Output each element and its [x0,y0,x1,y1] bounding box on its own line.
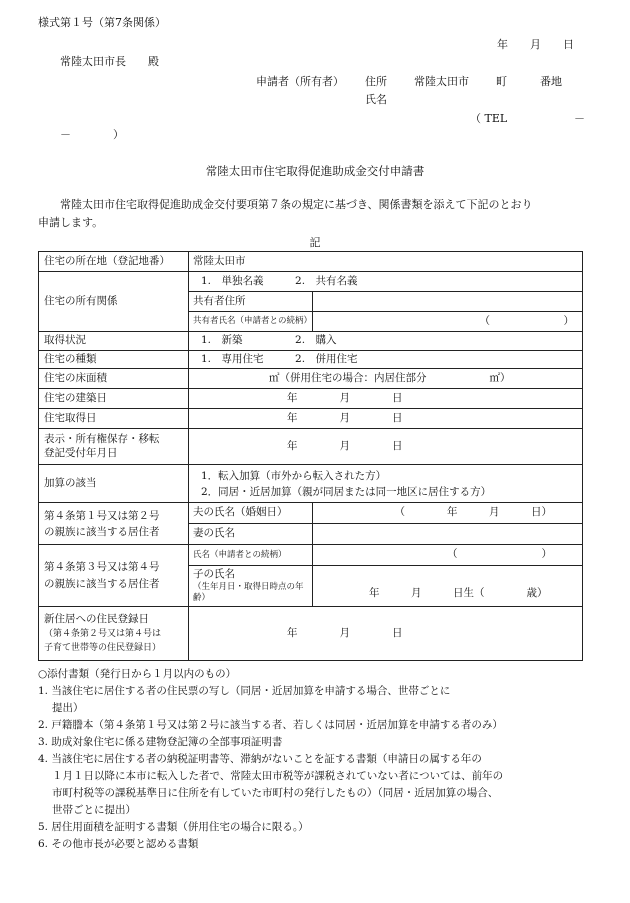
art4-3-label-line-1: 第４条第３号又は第４号 [44,561,160,574]
date-line: 年 月 日 [497,38,574,51]
new-residence-row [39,607,583,661]
floor-area-value[interactable]: ㎡（併用住宅の場合：内居住部分 ㎡） [189,369,583,389]
wife-name-label: 妻の氏名 [189,524,313,545]
registration-row [39,429,583,465]
new-residence-label [39,607,189,661]
registration-value[interactable]: 年 月 日 [189,429,583,465]
bonus-option-2[interactable]: 2．同居・近居加算（親が同居または同一地区に居住する方） [201,485,492,498]
art4-1-label-line-1: 第４条第１号又は第２号 [44,509,160,522]
new-residence-label-line-2: （第４条第２号又は第４号は [44,628,162,639]
registration-label [39,429,189,465]
location-label: 住宅の所在地（登記地番） [39,252,189,272]
floor-area-row [39,369,583,389]
husband-name-label: 夫の氏名（婚姻日） [189,503,313,524]
bonus-options[interactable] [189,465,583,503]
address-number: 番地 [540,75,562,88]
document-title: 常陸太田市住宅取得促進助成金交付申請書 [205,164,425,178]
ownership-options[interactable]: 1. 単独名義 2. 共有名義 [189,272,583,292]
attachment-item-1a: 1. 当該住宅に居住する者の住民票の写し（同居・近居加算を申請する場合、世帯ごとに [38,685,451,697]
art4-1-label [39,503,189,545]
attachments-heading: ○添付書類（発行日から１月以内のもの） [38,668,237,680]
co-owner-address-label: 共有者住所 [189,292,313,312]
name-relation-value[interactable]: （ ） [313,545,583,566]
ownership-label: 住宅の所有関係 [39,272,189,332]
location-value[interactable]: 常陸太田市 [189,252,583,272]
attachment-item-4b: １月１日以降に本市に転入した者で、常陸太田市税等が課税されていない者については、前年の [52,770,504,782]
attachment-item-3: 3. 助成対象住宅に係る建物登記簿の全部事項証明書 [38,736,283,748]
wife-name-value[interactable] [313,524,583,545]
address-city: 常陸太田市 [414,75,469,88]
attachments-list [38,666,588,853]
address-label: 住所 [365,75,387,88]
addressee: 常陸太田市長 殿 [60,55,159,68]
intro-line-1: 常陸太田市住宅取得促進助成金交付要項第７条の規定に基づき、関係書類を添えて下記のとおり [60,198,533,211]
new-residence-value[interactable]: 年 月 日 [189,607,583,661]
bonus-option-1[interactable]: 1．転入加算（市外から転入された方） [201,469,387,482]
bonus-label: 加算の該当 [39,465,189,503]
art4-3-label [39,545,189,607]
acquired-date-label: 住宅取得日 [39,409,189,429]
attachment-item-4d: 世帯ごとに提出） [52,804,136,816]
type-row [39,350,583,369]
attachment-item-1b: 提出） [52,702,84,714]
ki-marker: 記 [309,236,321,249]
ownership-row [39,272,583,292]
attachment-item-2: 2. 戸籍謄本（第４条第１号又は第２号に該当する者、若しくは同居・近居加算を申請する者のみ） [38,719,503,731]
acquisition-label: 取得状況 [39,332,189,351]
tel-dash-1: － [574,112,585,125]
name-label: 氏名 [365,93,387,106]
acquired-date-value[interactable]: 年 月 日 [189,409,583,429]
new-residence-label-line-3: 子育て世帯等の住民登録日） [44,642,162,653]
co-owner-name-value[interactable]: （ ） [313,312,583,332]
registration-label-line-1: 表示・所有権保存・移転 [44,433,160,446]
child-name-note: （生年月日・取得日時点の年齢） [193,581,304,603]
type-options[interactable]: 1. 専用住宅 2. 併用住宅 [189,350,583,369]
form-number: 様式第１号（第7条関係） [38,16,166,29]
name-relation-label: 氏名（申請者との続柄） [189,545,313,566]
address-town: 町 [496,75,507,88]
type-label: 住宅の種類 [39,350,189,369]
new-residence-label-line-1: 新住居への住民登録日 [44,613,149,626]
attachment-item-6: 6. その他市長が必要と認める書類 [38,838,199,850]
art4-1-label-line-2: の親族に該当する居住者 [44,525,160,538]
acquired-date-row [39,409,583,429]
husband-row [39,503,583,524]
attachment-item-4a: 4. 当該住宅に居住する者の納税証明書等、滞納がないことを証する書類（申請日の属する年の [38,753,482,765]
attachment-item-5: 5. 居住用面積を証明する書類（併用住宅の場合に限る。） [38,821,309,833]
tel-close: ） [113,128,124,141]
tel-dash-2: － [60,128,71,141]
intro-line-2: 申請します。 [38,216,104,229]
build-date-row [39,389,583,409]
relation-row [39,545,583,566]
applicant-label: 申請者（所有者） [256,75,344,88]
application-table [38,251,583,661]
acquisition-row [39,332,583,351]
husband-name-value[interactable]: （ 年 月 日） [313,503,583,524]
co-owner-name-label: 共有者氏名（申請者との続柄） [189,312,313,332]
child-name-title: 子の氏名 [193,568,235,581]
floor-area-label: 住宅の床面積 [39,369,189,389]
registration-label-line-2: 登記受付年月日 [44,446,118,459]
acquisition-options[interactable]: 1. 新築 2. 購入 [189,332,583,351]
build-date-label: 住宅の建築日 [39,389,189,409]
co-owner-address-value[interactable] [313,292,583,312]
build-date-value[interactable]: 年 月 日 [189,389,583,409]
location-row [39,252,583,272]
child-birth-value[interactable]: 年 月 日生（ 歳） [313,566,583,607]
art4-3-label-line-2: の親族に該当する居住者 [44,577,160,590]
child-name-label [189,566,313,607]
bonus-row [39,465,583,503]
attachment-item-4c: 市町村税等の課税基準日に住所を有していた市町村の発行したもの）（同居・近居加算の場合、 [52,787,499,799]
tel-open: （ TEL [470,112,508,125]
